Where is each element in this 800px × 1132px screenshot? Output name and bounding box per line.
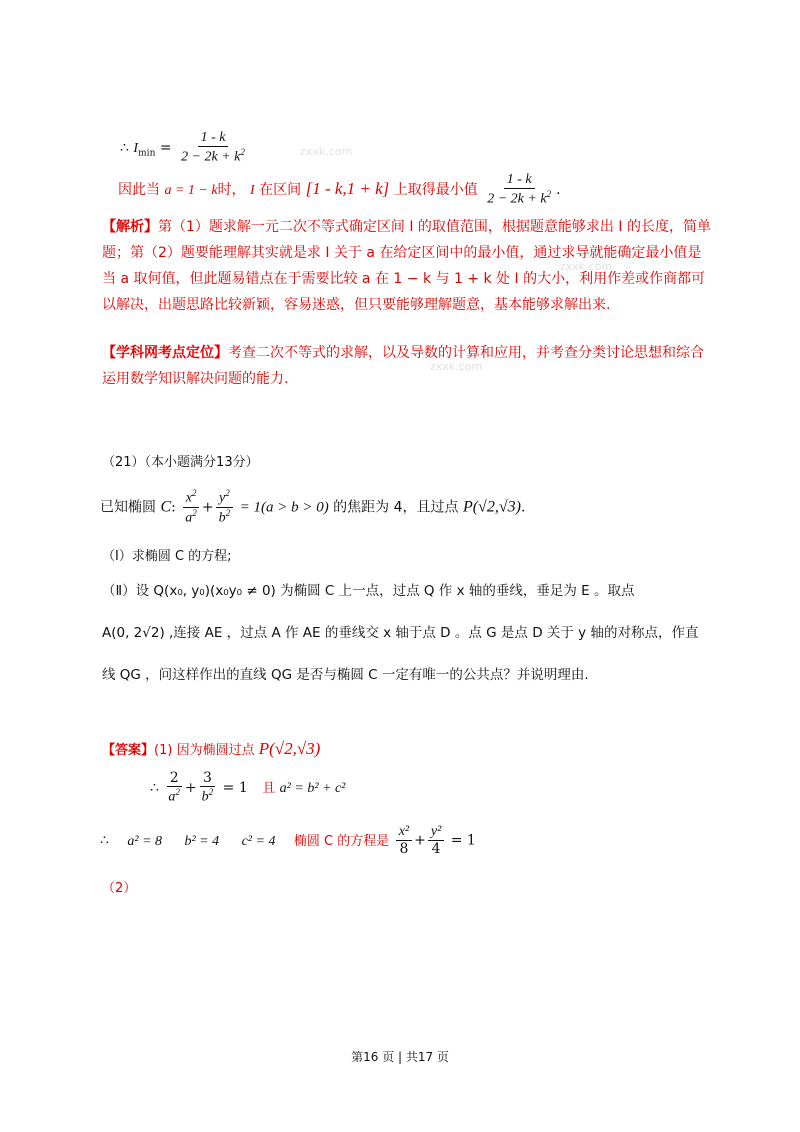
- answer-tag: 【答案】: [102, 743, 155, 758]
- ellipse-y-term: $\frac{y^2}{b^2}$: [216, 488, 234, 527]
- analysis-text: 第（1）题求解一元二次不等式确定区间 I 的取值范围，根据题意能够求出 I 的长度，简单题；第（2）题要能理解其实就是求 I 关于 a 在给定区间中的最小值，通过求导就能确定最小值是当 a 取何值，但此题易错点在于需要比较 a 在 1 − k 与 1 + k 处 I 的大小，利用作差或作商都可以解决，出题思路比较新颖，容易迷惑，但只要能够理解题意，基本能够求解出来.: [102, 219, 711, 313]
- point-p: P(√2,√3): [462, 498, 521, 516]
- fraction-denominator: $2 - 2k + k^2$: [181, 147, 245, 165]
- answer-part-2: （2）: [102, 881, 137, 896]
- watermark: zxxk.com: [560, 260, 613, 273]
- part-2-line-1: （Ⅱ）设 Q(x₀, y₀)(x₀y₀ ≠ 0) 为椭圆 C 上一点，过点 Q 作 x 轴的垂线，垂足为 E 。取点: [102, 583, 635, 599]
- ellipse-x-term: $\frac{x^2}{a^2}$: [182, 488, 200, 527]
- analysis-tag: 【解析】: [102, 219, 158, 235]
- question-header: （21）（本小题满分13分）: [102, 455, 259, 470]
- topic-position-paragraph: [102, 340, 714, 392]
- question-stem: 已知椭圆 C: $\frac{x^2}{a^2}$ + $\frac{y^2}{b^2}$ = 1(a > b > 0) 的焦距为 4，且过点 P(√2,√3).: [100, 488, 526, 526]
- fraction-numerator: 1 - k: [198, 130, 229, 147]
- imin-formula: ∴ $I_{min}$ = $\frac{1 - k}{2 - 2k + k^2}$: [120, 130, 250, 166]
- var-i: I: [133, 140, 139, 156]
- therefore-symbol: ∴: [120, 139, 129, 156]
- answer-line-1: 【答案】(1) 因为椭圆过点 P(√2,√3): [102, 739, 321, 758]
- watermark: zxxk.com: [430, 360, 483, 373]
- answer-values: ∴ a² = 8 b² = 4 c² = 4 椭圆 C 的方程是 $\frac{\text{x²}}{8}$ + $\frac{\text{y²}}{4}$ = 1: [100, 824, 476, 858]
- min-value-fraction: $\frac{1 - k}{2 - 2k + k^2}$: [487, 172, 552, 207]
- minimum-statement: 因此当 a = 1 − k时， I 在区间 [1 - k,1 + k] 上取得最小值 $\frac{1 - k}{2 - 2k + k^2}$ .: [118, 172, 561, 207]
- page-footer: 第16 页 | 共17 页: [351, 1050, 449, 1064]
- part-2-line-3: 线 QG ，问这样作出的直线 QG 是否与椭圆 C 一定有唯一的公共点？并说明理由.: [102, 667, 589, 683]
- part-1: （Ⅰ）求椭圆 C 的方程;: [102, 549, 232, 564]
- topic-position-tag: 【学科网考点定位】: [102, 345, 228, 361]
- watermark: zxxk.com: [300, 145, 353, 158]
- topic-position-text: 考查二次不等式的求解，以及导数的计算和应用，并考查分类讨论思想和综合运用数学知识解决问题的能力.: [102, 345, 704, 387]
- answer-equation: ∴ $\frac{2}{a^2}$ + $\frac{3}{b^2}$ = 1 且 a² = b² + c²: [150, 770, 346, 805]
- analysis-paragraph: [102, 214, 714, 318]
- min-subscript: min: [138, 148, 156, 159]
- part-2-line-2: A(0, 2√2) ,连接 AE ，过点 A 作 AE 的垂线交 x 轴于点 D 。点 G 是点 D 关于 y 轴的对称点，作直: [102, 625, 699, 641]
- imin-fraction: [178, 130, 248, 166]
